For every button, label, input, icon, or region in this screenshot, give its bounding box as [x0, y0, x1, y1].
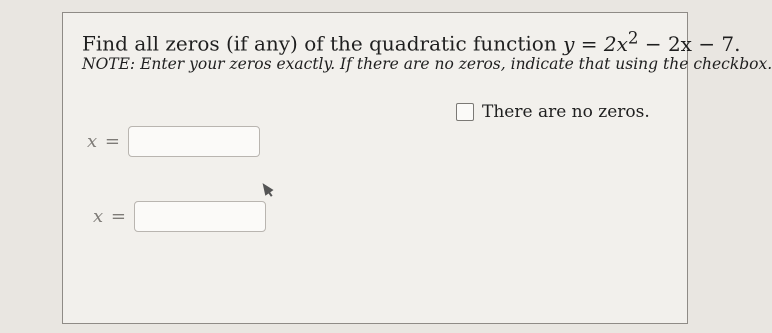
- equation-exponent: 2: [627, 28, 639, 47]
- instruction-note: NOTE: Enter your zeros exactly. If there are no zeros, indicate that using the checkbox.: [82, 55, 772, 73]
- question-prefix: Find all zeros (if any) of the quadratic function: [82, 31, 564, 56]
- equation-suffix: − 2x − 7.: [638, 31, 741, 56]
- question-text: [82, 24, 741, 58]
- question-card: [62, 12, 772, 324]
- answer-row-1: [87, 126, 260, 157]
- no-zeros-label: There are no zeros.: [482, 102, 650, 122]
- answer-row-2: [93, 201, 266, 232]
- answer-input-2[interactable]: [134, 201, 266, 232]
- empty-checkbox-icon[interactable]: [456, 103, 474, 121]
- equation-prefix: y = 2x: [563, 31, 628, 56]
- mouse-pointer-icon: [258, 180, 273, 196]
- answer-label-2: x =: [93, 206, 127, 227]
- answer-input-1[interactable]: [128, 126, 260, 157]
- no-zeros-checkbox-row[interactable]: [456, 102, 650, 122]
- answer-label-1: x =: [87, 131, 121, 152]
- equation: [563, 28, 741, 56]
